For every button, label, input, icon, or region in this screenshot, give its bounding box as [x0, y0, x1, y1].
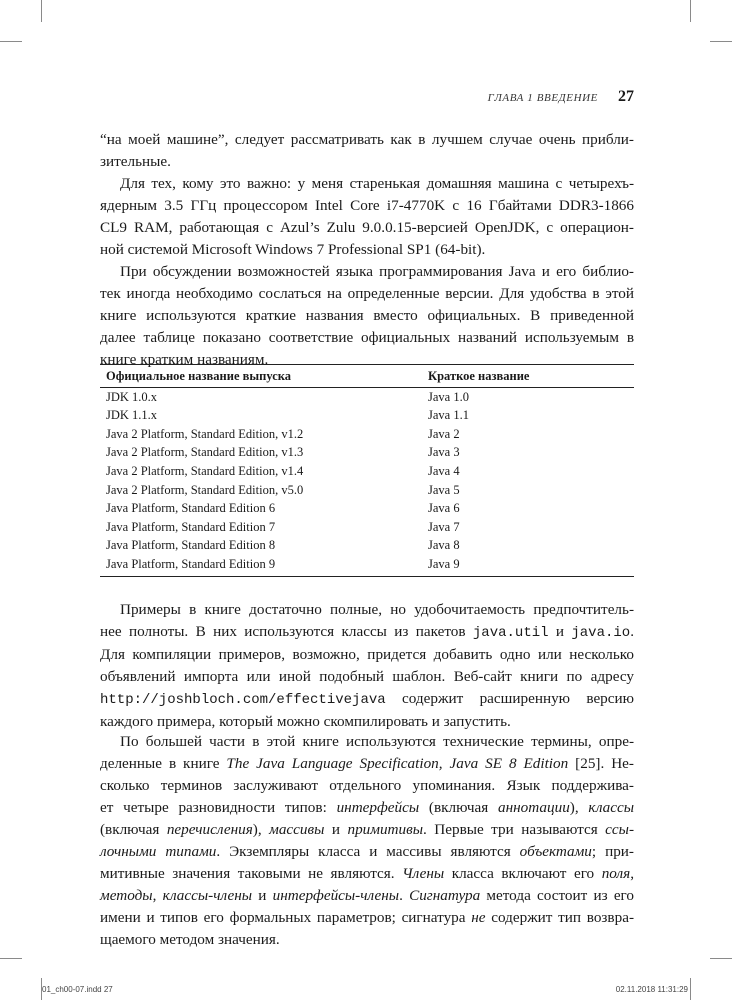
text-line [100, 907, 634, 929]
text-line: далее таблице показано соответствие официальных названий используемым в [100, 329, 634, 346]
text-run: ), [569, 799, 589, 816]
short-name-cell: Java 2 [428, 426, 460, 441]
text-line: тек иногда необходимо сослаться на определенные версии. Для удобства в этой [100, 285, 634, 302]
crop-mark [690, 978, 691, 1000]
term: Члены [402, 865, 445, 882]
official-name-cell: Java Platform, Standard Edition 8 [106, 538, 276, 553]
text-run: ; при- [591, 843, 634, 860]
text-line [100, 819, 634, 841]
text-line [100, 797, 634, 819]
text-run: деленные в книге [100, 755, 227, 772]
term: ссы- [605, 821, 634, 838]
table-row [100, 481, 634, 500]
text-run: . [630, 623, 634, 640]
text-run: . Экземпляры класса и массивы являются [216, 843, 520, 860]
text-run: нее полноты. В них используются классы из пакетов [100, 623, 473, 640]
running-title: ГЛАВА 1 ВВЕДЕНИЕ [487, 92, 598, 104]
term: объектами [519, 843, 592, 860]
text-line: объявлений импорта или иной подобный шаблон. Веб-сайт книги по адресу [100, 668, 634, 685]
term: перечисления [166, 821, 253, 838]
text-line: При обсуждении возможностей языка программирования Java и его библио- [120, 263, 634, 280]
code-package: java.util [472, 625, 549, 641]
emphasis: не [471, 909, 486, 926]
official-name-cell: Java Platform, Standard Edition 7 [106, 519, 276, 534]
text-run: митивные значения таковыми не являются. [100, 865, 403, 882]
crop-mark [0, 41, 22, 42]
crop-mark [710, 958, 732, 959]
text-line: Для компиляции примеров, возможно, придется добавить одно или несколько [100, 646, 634, 663]
paragraph-5 [100, 731, 634, 951]
text-run: ), [252, 821, 270, 838]
crop-mark [690, 0, 691, 22]
table-row [100, 499, 634, 518]
paragraph-4 [100, 599, 634, 733]
paragraph-1 [100, 129, 634, 173]
table-row [100, 518, 634, 537]
java-versions-table [100, 364, 634, 577]
text-line: “на моей машине”, следует рассматривать как в лучшем случае очень прибли- [100, 131, 634, 148]
text-line: щаемого методом значения. [100, 931, 280, 948]
table-row [100, 387, 634, 406]
table-row [100, 555, 634, 576]
paragraph-2 [100, 173, 634, 261]
column-header-official: Официальное название выпуска [100, 365, 422, 388]
text-run: ет четыре разновидности типов: [100, 799, 337, 816]
text-run: [25]. Не- [568, 755, 634, 772]
page-number: 27 [618, 88, 634, 105]
book-url: http://joshbloch.com/effectivejava [100, 692, 386, 708]
official-name-cell: JDK 1.0.x [106, 389, 158, 404]
text-line [100, 688, 634, 711]
text-line: Для тех, кому это важно: у меня старенькая домашняя машина с четырехъ- [120, 175, 634, 192]
text-run: содержит тип возвра- [485, 909, 634, 926]
crop-mark [0, 958, 22, 959]
text-line: ной системой Microsoft Windows 7 Professional SP1 (64-bit). [100, 241, 486, 258]
text-run: имени и типов его формальных параметров; сигнатура [100, 909, 472, 926]
term: поля [601, 865, 631, 882]
text-line: каждого примера, который можно скомпилировать и запустить. [100, 713, 511, 730]
short-name-cell: Java 4 [428, 463, 460, 478]
text-line: Примеры в книге достаточно полные, но удобочитаемость предпочтитель- [120, 601, 634, 618]
text-line: книге кратким названиям. [100, 351, 269, 368]
text-run: (включая [100, 821, 167, 838]
short-name-cell: Java 7 [428, 519, 460, 534]
table-row [100, 443, 634, 462]
short-name-cell: Java 5 [428, 482, 460, 497]
crop-mark [41, 0, 42, 22]
text-line [100, 863, 634, 885]
code-package: java.io [571, 625, 631, 641]
term: примитивы [347, 821, 423, 838]
term: аннотации [498, 799, 570, 816]
footer-file-name: 01_ch00-07.indd 27 [42, 985, 113, 994]
term: классы [588, 799, 634, 816]
official-name-cell: Java 2 Platform, Standard Edition, v1.3 [106, 445, 304, 460]
text-line [100, 885, 634, 907]
page-header [488, 88, 634, 106]
short-name-cell: Java 3 [428, 445, 460, 460]
text-line: По большей части в этой книге используются технические термины, опре- [120, 733, 634, 750]
text-line: зительные. [100, 153, 171, 170]
table-row [100, 406, 634, 425]
term: интерфейсы-члены [272, 887, 400, 904]
table-row [100, 462, 634, 481]
text-line [100, 753, 634, 775]
short-name-cell: Java 9 [422, 555, 634, 576]
text-line [100, 621, 634, 644]
text-run: класса включают его [444, 865, 602, 882]
footer-timestamp: 02.11.2018 11:31:29 [615, 985, 688, 994]
short-name-cell: Java 1.0 [428, 389, 469, 404]
text-line: сколько терминов заслуживают отдельного упоминания. Язык поддержива- [100, 777, 634, 794]
short-name-cell: Java 8 [428, 538, 460, 553]
official-name-cell: Java Platform, Standard Edition 9 [100, 555, 422, 576]
official-name-cell: Java 2 Platform, Standard Edition, v1.4 [106, 463, 304, 478]
text-line: CL9 RAM, работающая с Azul’s Zulu 9.0.0.15-версией OpenJDK, с операцион- [100, 219, 634, 236]
official-name-cell: JDK 1.1.x [106, 408, 158, 423]
crop-mark [710, 41, 732, 42]
text-run: , [630, 865, 634, 882]
term: Сигнатура [409, 887, 481, 904]
term: массивы [269, 821, 325, 838]
text-run: . [399, 887, 410, 904]
term: классы-члены [162, 887, 253, 904]
text-run: содержит расширенную версию [385, 690, 634, 707]
official-name-cell: Java 2 Platform, Standard Edition, v1.2 [106, 426, 304, 441]
text-run: и [252, 887, 273, 904]
text-line [100, 841, 634, 863]
text-line: ядерным 3.5 ГГц процессором Intel Core i7-4770K с 16 Гбайтами DDR3-1866 [100, 197, 634, 214]
term: интерфейсы [336, 799, 420, 816]
term: лочными типами [100, 843, 217, 860]
table-row [100, 425, 634, 444]
book-title: The Java Language Specification, Java SE 8 Edition [226, 755, 569, 772]
text-run: метода состоит из его [480, 887, 635, 904]
paragraph-3 [100, 261, 634, 371]
table-row [100, 536, 634, 555]
column-header-short: Краткое название [422, 365, 634, 388]
text-run: и [324, 821, 348, 838]
short-name-cell: Java 1.1 [428, 408, 469, 423]
text-line: книге используются краткие названия вместо официальных. В приведенной [100, 307, 634, 324]
text-run: . Первые три называются [423, 821, 606, 838]
short-name-cell: Java 6 [428, 501, 460, 516]
official-name-cell: Java Platform, Standard Edition 6 [106, 501, 276, 516]
text-run: и [548, 623, 572, 640]
table-header-row [100, 365, 634, 388]
official-name-cell: Java 2 Platform, Standard Edition, v5.0 [106, 482, 304, 497]
term: методы [100, 887, 153, 904]
text-run: , [152, 887, 163, 904]
text-run: (включая [419, 799, 498, 816]
